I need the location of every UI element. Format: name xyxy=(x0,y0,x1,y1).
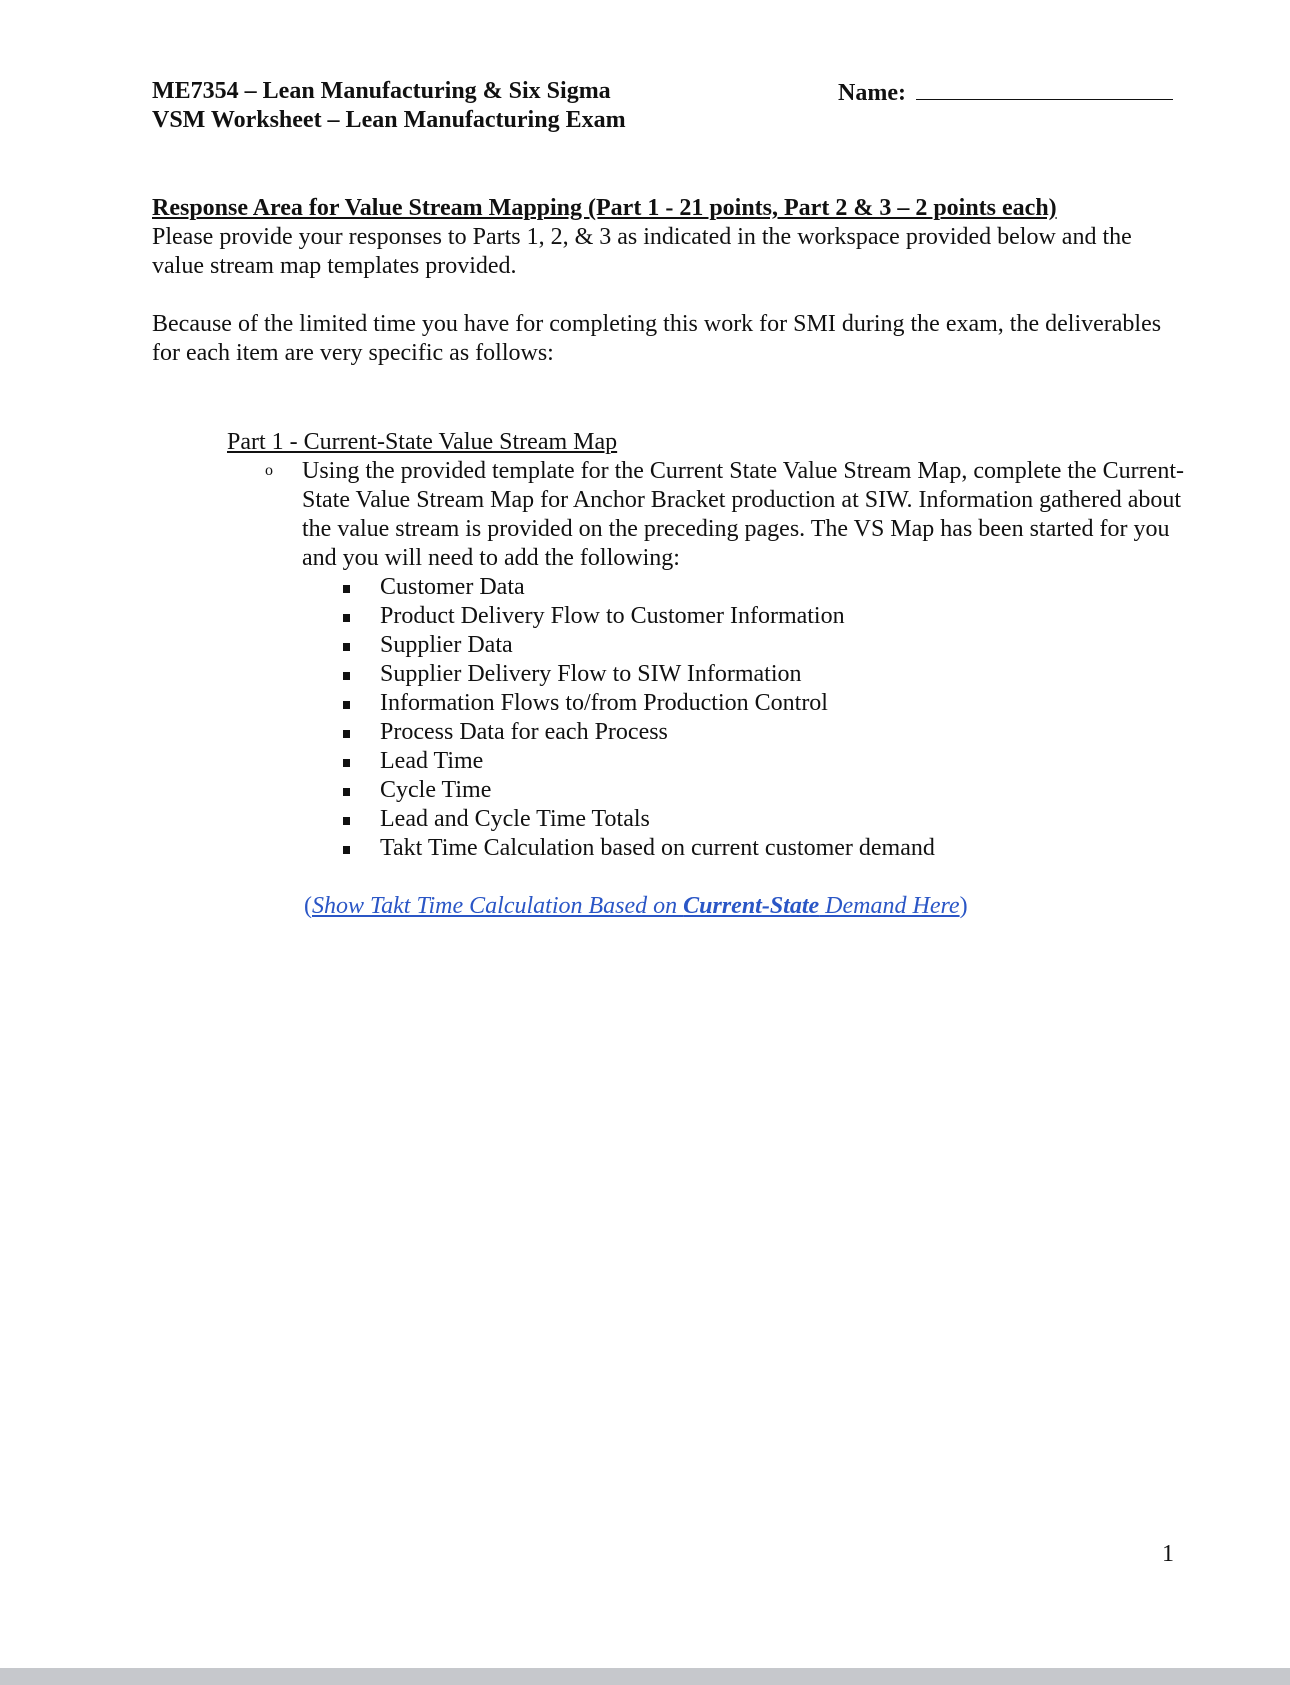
list-item: Takt Time Calculation based on current customer demand xyxy=(380,834,1187,863)
takt-open-paren: ( xyxy=(304,893,312,919)
takt-link-bold: Current-State xyxy=(683,893,820,919)
list-item: Customer Data xyxy=(380,573,1187,602)
part1-instruction-text: Using the provided template for the Current State Value Stream Map, complete the Current-State Value Stream Map for Anchor Bracket production at SIW. Information gathered about the value stream is provided on the preceding pages. The VS Map has been started for you and you will need to add the following: xyxy=(302,458,1184,571)
name-label: Name: xyxy=(838,80,906,106)
part1-instruction xyxy=(225,457,1187,573)
instructions-paragraph: Please provide your responses to Parts 1, 2, & 3 as indicated in the workspace provided below and the value stream map templates provided. xyxy=(152,224,1132,279)
response-section xyxy=(152,194,1162,368)
square-bullet-icon xyxy=(343,788,350,796)
list-item: Supplier Data xyxy=(380,631,1187,660)
list-item: Supplier Delivery Flow to SIW Information xyxy=(380,660,1187,689)
square-bullet-icon xyxy=(343,846,350,854)
list-item: Cycle Time xyxy=(380,776,1187,805)
name-blank-line[interactable] xyxy=(916,77,1173,100)
part1-title: Part 1 - Current-State Value Stream Map xyxy=(227,429,618,455)
course-title: ME7354 – Lean Manufacturing & Six Sigma xyxy=(152,78,611,104)
list-item: Lead and Cycle Time Totals xyxy=(380,805,1187,834)
page-number: 1 xyxy=(1162,1541,1174,1567)
deliverables-list xyxy=(227,573,1187,863)
square-bullet-icon xyxy=(343,672,350,680)
list-item: Process Data for each Process xyxy=(380,718,1187,747)
square-bullet-icon xyxy=(343,614,350,622)
document-header xyxy=(152,77,626,135)
response-title: Response Area for Value Stream Mapping (Part 1 - 21 points, Part 2 & 3 – 2 points each) xyxy=(152,195,1057,221)
part1-section xyxy=(227,428,1187,863)
takt-time-prompt xyxy=(304,892,968,921)
list-item: Information Flows to/from Production Control xyxy=(380,689,1187,718)
name-field xyxy=(838,77,1173,108)
square-bullet-icon xyxy=(343,585,350,593)
viewer-bottom-bar xyxy=(0,1668,1290,1685)
takt-time-link[interactable]: Show Takt Time Calculation Based on Current-State Demand Here xyxy=(312,893,960,919)
list-item: Product Delivery Flow to Customer Information xyxy=(380,602,1187,631)
worksheet-title: VSM Worksheet – Lean Manufacturing Exam xyxy=(152,107,626,133)
square-bullet-icon xyxy=(343,817,350,825)
circle-bullet-icon: o xyxy=(265,462,273,479)
list-item: Lead Time xyxy=(380,747,1187,776)
square-bullet-icon xyxy=(343,701,350,709)
takt-close-paren: ) xyxy=(959,893,968,919)
square-bullet-icon xyxy=(343,759,350,767)
square-bullet-icon xyxy=(343,730,350,738)
time-limit-paragraph: Because of the limited time you have for completing this work for SMI during the exam, the deliverables for each item are very specific as follows: xyxy=(152,311,1162,366)
square-bullet-icon xyxy=(343,643,350,651)
